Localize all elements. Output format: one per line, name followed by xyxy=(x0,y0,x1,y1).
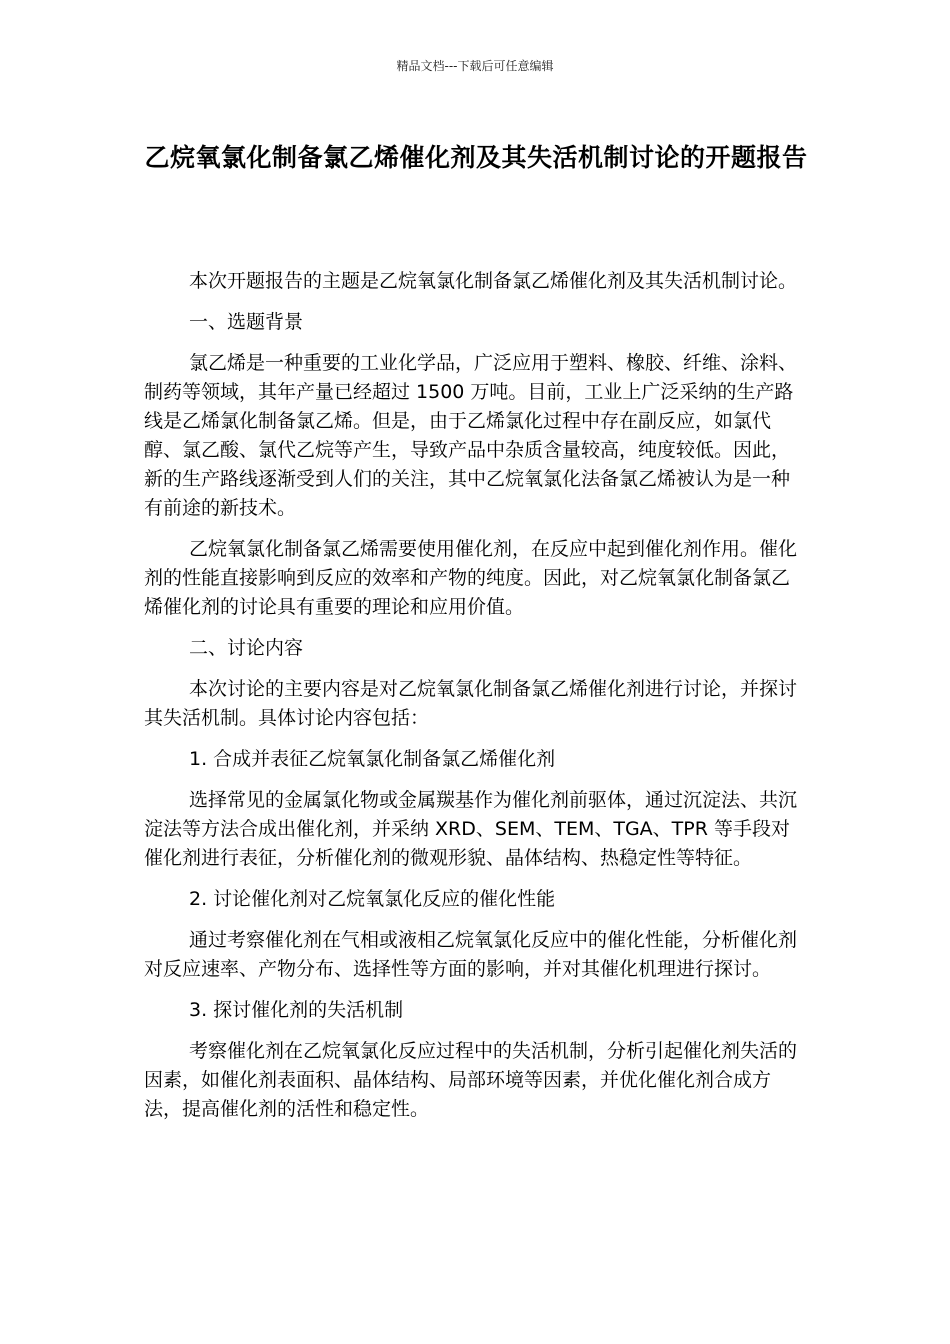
document-title: 乙烷氧氯化制备氯乙烯催化剂及其失活机制讨论的开题报告 xyxy=(144,143,808,172)
subheading-1: 1. 合成并表征乙烷氧氯化制备氯乙烯催化剂 xyxy=(189,748,556,770)
header-note: 精品文档---下载后可任意编辑 xyxy=(396,59,554,73)
section-heading-background: 一、选题背景 xyxy=(189,311,304,333)
background-paragraph-1: 氯乙烯是一种重要的工业化学品，广泛应用于塑料、橡胶、纤维、涂料、制药等领域，其年产量已经超过 1500 万吨。目前，工业上广泛采纳的生产路线是乙烯氯化制备氯乙烯。但是，由于乙烯氯化过程中存在副反应，如氯代醇、氯乙酸、氯代乙烷等产生，导致产品中杂质含量较高，纯度较低。因此，新的生产路线逐渐受到人们的关注，其中乙烷氧氯化法备氯乙烯被认为是一种有前途的新技术。 xyxy=(144,352,798,519)
subheading-2: 2. 讨论催化剂对乙烷氧氯化反应的催化性能 xyxy=(189,888,556,910)
subheading-3: 3. 探讨催化剂的失活机制 xyxy=(189,999,404,1021)
intro-paragraph: 本次开题报告的主题是乙烷氧氯化制备氯乙烯催化剂及其失活机制讨论。 xyxy=(189,270,798,292)
subsection-3-paragraph: 考察催化剂在乙烷氧氯化反应过程中的失活机制，分析引起催化剂失活的因素，如催化剂表面积、晶体结构、局部环境等因素，并优化催化剂合成方法，提高催化剂的活性和稳定性。 xyxy=(144,1040,798,1120)
document-body xyxy=(144,267,808,1136)
section-heading-content: 二、讨论内容 xyxy=(189,637,304,659)
content-intro-paragraph: 本次讨论的主要内容是对乙烷氧氯化制备氯乙烯催化剂进行讨论，并探讨其失活机制。具体讨论内容包括： xyxy=(144,678,798,729)
subsection-2-paragraph: 通过考察催化剂在气相或液相乙烷氧氯化反应中的催化性能，分析催化剂对反应速率、产物分布、选择性等方面的影响，并对其催化机理进行探讨。 xyxy=(144,929,798,980)
subsection-1-paragraph: 选择常见的金属氯化物或金属羰基作为催化剂前驱体，通过沉淀法、共沉淀法等方法合成出催化剂，并采纳 XRD、SEM、TEM、TGA、TPR 等手段对催化剂进行表征，分析催化剂的微观形貌、晶体结构、热稳定性等特征。 xyxy=(144,789,798,869)
background-paragraph-2: 乙烷氧氯化制备氯乙烯需要使用催化剂，在反应中起到催化剂作用。催化剂的性能直接影响到反应的效率和产物的纯度。因此，对乙烷氧氯化制备氯乙烯催化剂的讨论具有重要的理论和应用价值。 xyxy=(144,538,798,618)
